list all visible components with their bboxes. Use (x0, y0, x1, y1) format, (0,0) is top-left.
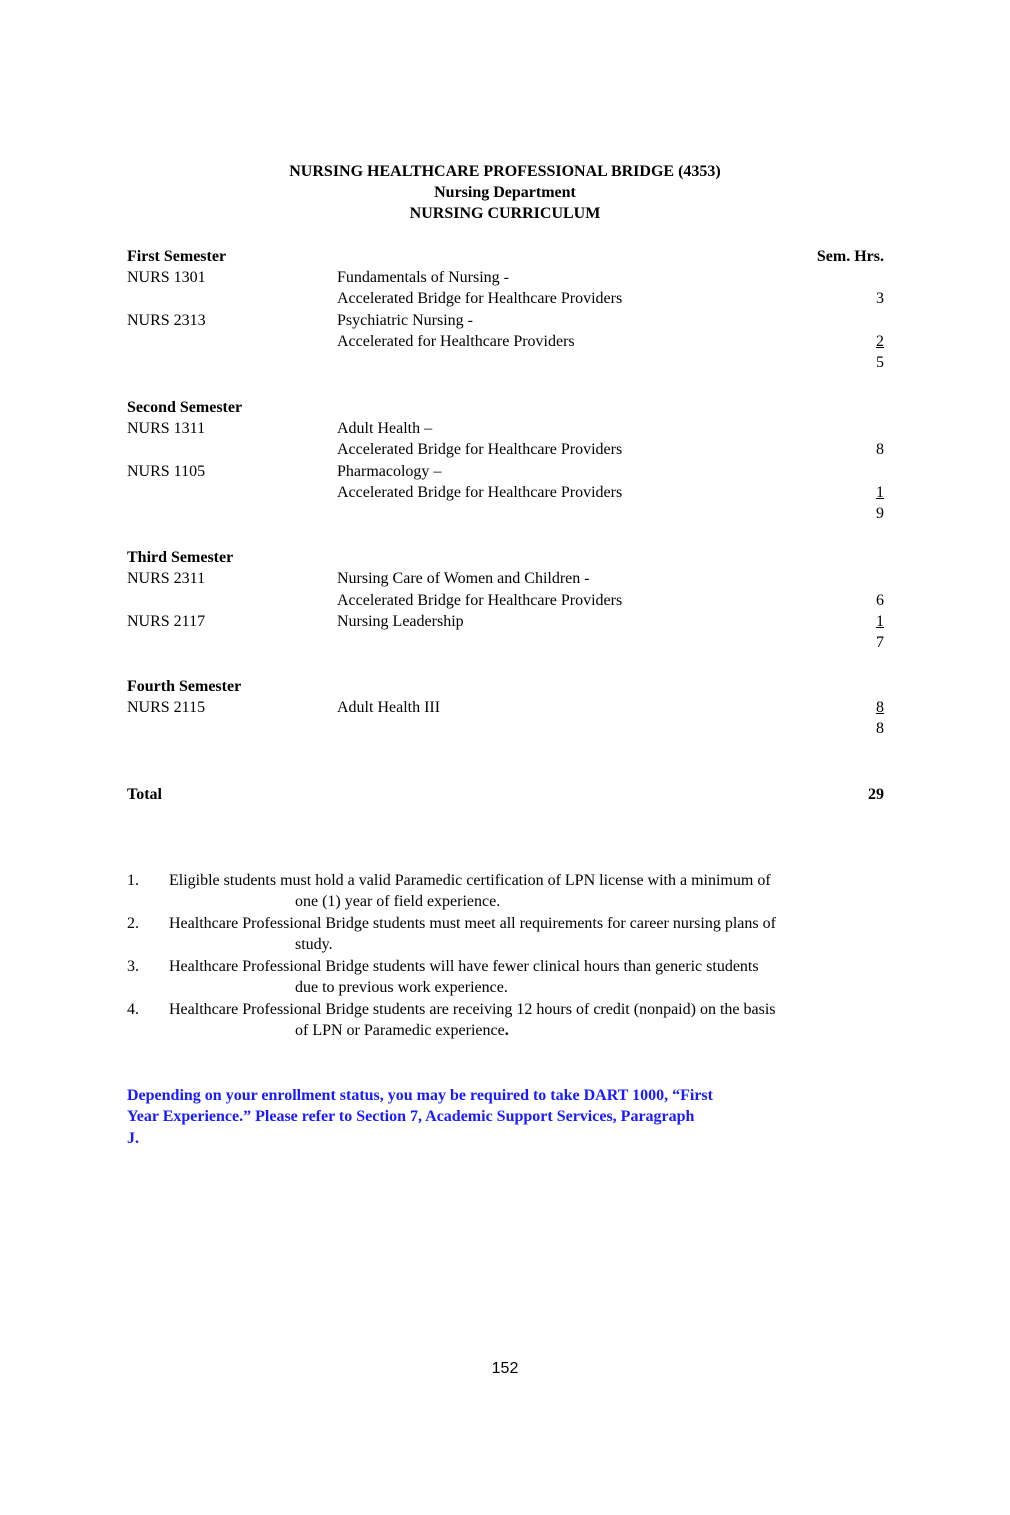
course-code: NURS 1105 (127, 463, 206, 480)
course-title: Nursing Leadership (337, 613, 464, 630)
semester-subtotal: 9 (876, 505, 884, 522)
semester-subtotal: 5 (876, 354, 884, 371)
course-code: NURS 2117 (127, 613, 206, 630)
course-row-cont (127, 590, 884, 611)
semester-name: Second Semester (127, 399, 243, 416)
note-text-cont: one (1) year of field experience. (295, 893, 501, 910)
note-text-cont-body: of LPN or Paramedic experience (295, 1022, 505, 1039)
advisory-line: Depending on your enrollment status, you may be required to take DART 1000, “First (127, 1087, 713, 1104)
note-text: Healthcare Professional Bridge students are receiving 12 hours of credit (nonpaid) on the basis (169, 1001, 776, 1018)
semester-name: First Semester (127, 248, 227, 265)
subtotal-row (127, 503, 884, 524)
course-title: Accelerated for Healthcare Providers (337, 333, 575, 350)
course-title: Adult Health – (337, 420, 433, 437)
semester-name: Third Semester (127, 549, 234, 566)
course-hours: 2 (876, 333, 884, 350)
course-row (127, 461, 884, 482)
subtotal-row (127, 352, 884, 373)
course-row (127, 611, 884, 632)
semester-name: Fourth Semester (127, 678, 242, 695)
course-row (127, 418, 884, 439)
note-number: 2. (127, 915, 139, 932)
semester-heading-row (127, 246, 884, 267)
course-title: Pharmacology – (337, 463, 442, 480)
course-title: Adult Health III (337, 699, 441, 716)
course-title: Nursing Care of Women and Children - (337, 570, 590, 587)
course-row-cont (127, 331, 884, 352)
note-number: 4. (127, 1001, 139, 1018)
course-code: NURS 2311 (127, 570, 206, 587)
course-title: Accelerated Bridge for Healthcare Providers (337, 484, 623, 501)
note-text-period: . (504, 1022, 509, 1039)
course-row (127, 697, 884, 718)
course-row (127, 267, 884, 288)
course-hours: 8 (876, 699, 884, 716)
note-text-cont: due to previous work experience. (295, 979, 508, 996)
course-row-cont (127, 288, 884, 309)
course-hours: 3 (876, 290, 884, 307)
course-title: Accelerated Bridge for Healthcare Providers (337, 290, 623, 307)
total-label: Total (127, 786, 162, 803)
course-hours: 1 (876, 484, 884, 501)
department-name: Nursing Department (434, 184, 576, 201)
course-row (127, 310, 884, 331)
total-row (127, 784, 884, 805)
note-text: Healthcare Professional Bridge students must meet all requirements for career nursing plans of (169, 915, 776, 932)
advisory-line: J. (127, 1130, 139, 1147)
course-row-cont (127, 439, 884, 460)
advisory-line: Year Experience.” Please refer to Section 7, Academic Support Services, Paragraph (127, 1108, 695, 1125)
course-hours: 1 (876, 613, 884, 630)
program-title: NURSING HEALTHCARE PROFESSIONAL BRIDGE (4353) (289, 163, 721, 180)
course-row (127, 568, 884, 589)
note-text: Healthcare Professional Bridge students will have fewer clinical hours than generic students (169, 958, 759, 975)
note-text: Eligible students must hold a valid Paramedic certification of LPN license with a minimum of (169, 872, 771, 889)
course-title: Psychiatric Nursing - (337, 312, 473, 329)
subtotal-row (127, 718, 884, 739)
course-title: Fundamentals of Nursing - (337, 269, 509, 286)
course-code: NURS 1311 (127, 420, 206, 437)
note-number: 3. (127, 958, 139, 975)
subtotal-row (127, 632, 884, 653)
note-number: 1. (127, 872, 139, 889)
page-number: 152 (491, 1360, 519, 1377)
course-code: NURS 2313 (127, 312, 206, 329)
course-title: Accelerated Bridge for Healthcare Providers (337, 592, 623, 609)
semester-subtotal: 7 (876, 634, 884, 651)
course-hours: 8 (876, 441, 884, 458)
note-text-cont: study. (295, 936, 333, 953)
semester-heading-row (127, 547, 884, 568)
hours-header: Sem. Hrs. (816, 248, 884, 265)
course-code: NURS 1301 (127, 269, 206, 286)
note-text-cont (295, 1020, 509, 1041)
semester-heading-row (127, 676, 884, 697)
course-row-cont (127, 482, 884, 503)
course-title: Accelerated Bridge for Healthcare Providers (337, 441, 623, 458)
course-code: NURS 2115 (127, 699, 206, 716)
course-hours: 6 (876, 592, 884, 609)
curriculum-heading: NURSING CURRICULUM (409, 205, 601, 222)
semester-heading-row (127, 397, 884, 418)
semester-subtotal: 8 (876, 720, 884, 737)
total-value: 29 (868, 786, 884, 803)
